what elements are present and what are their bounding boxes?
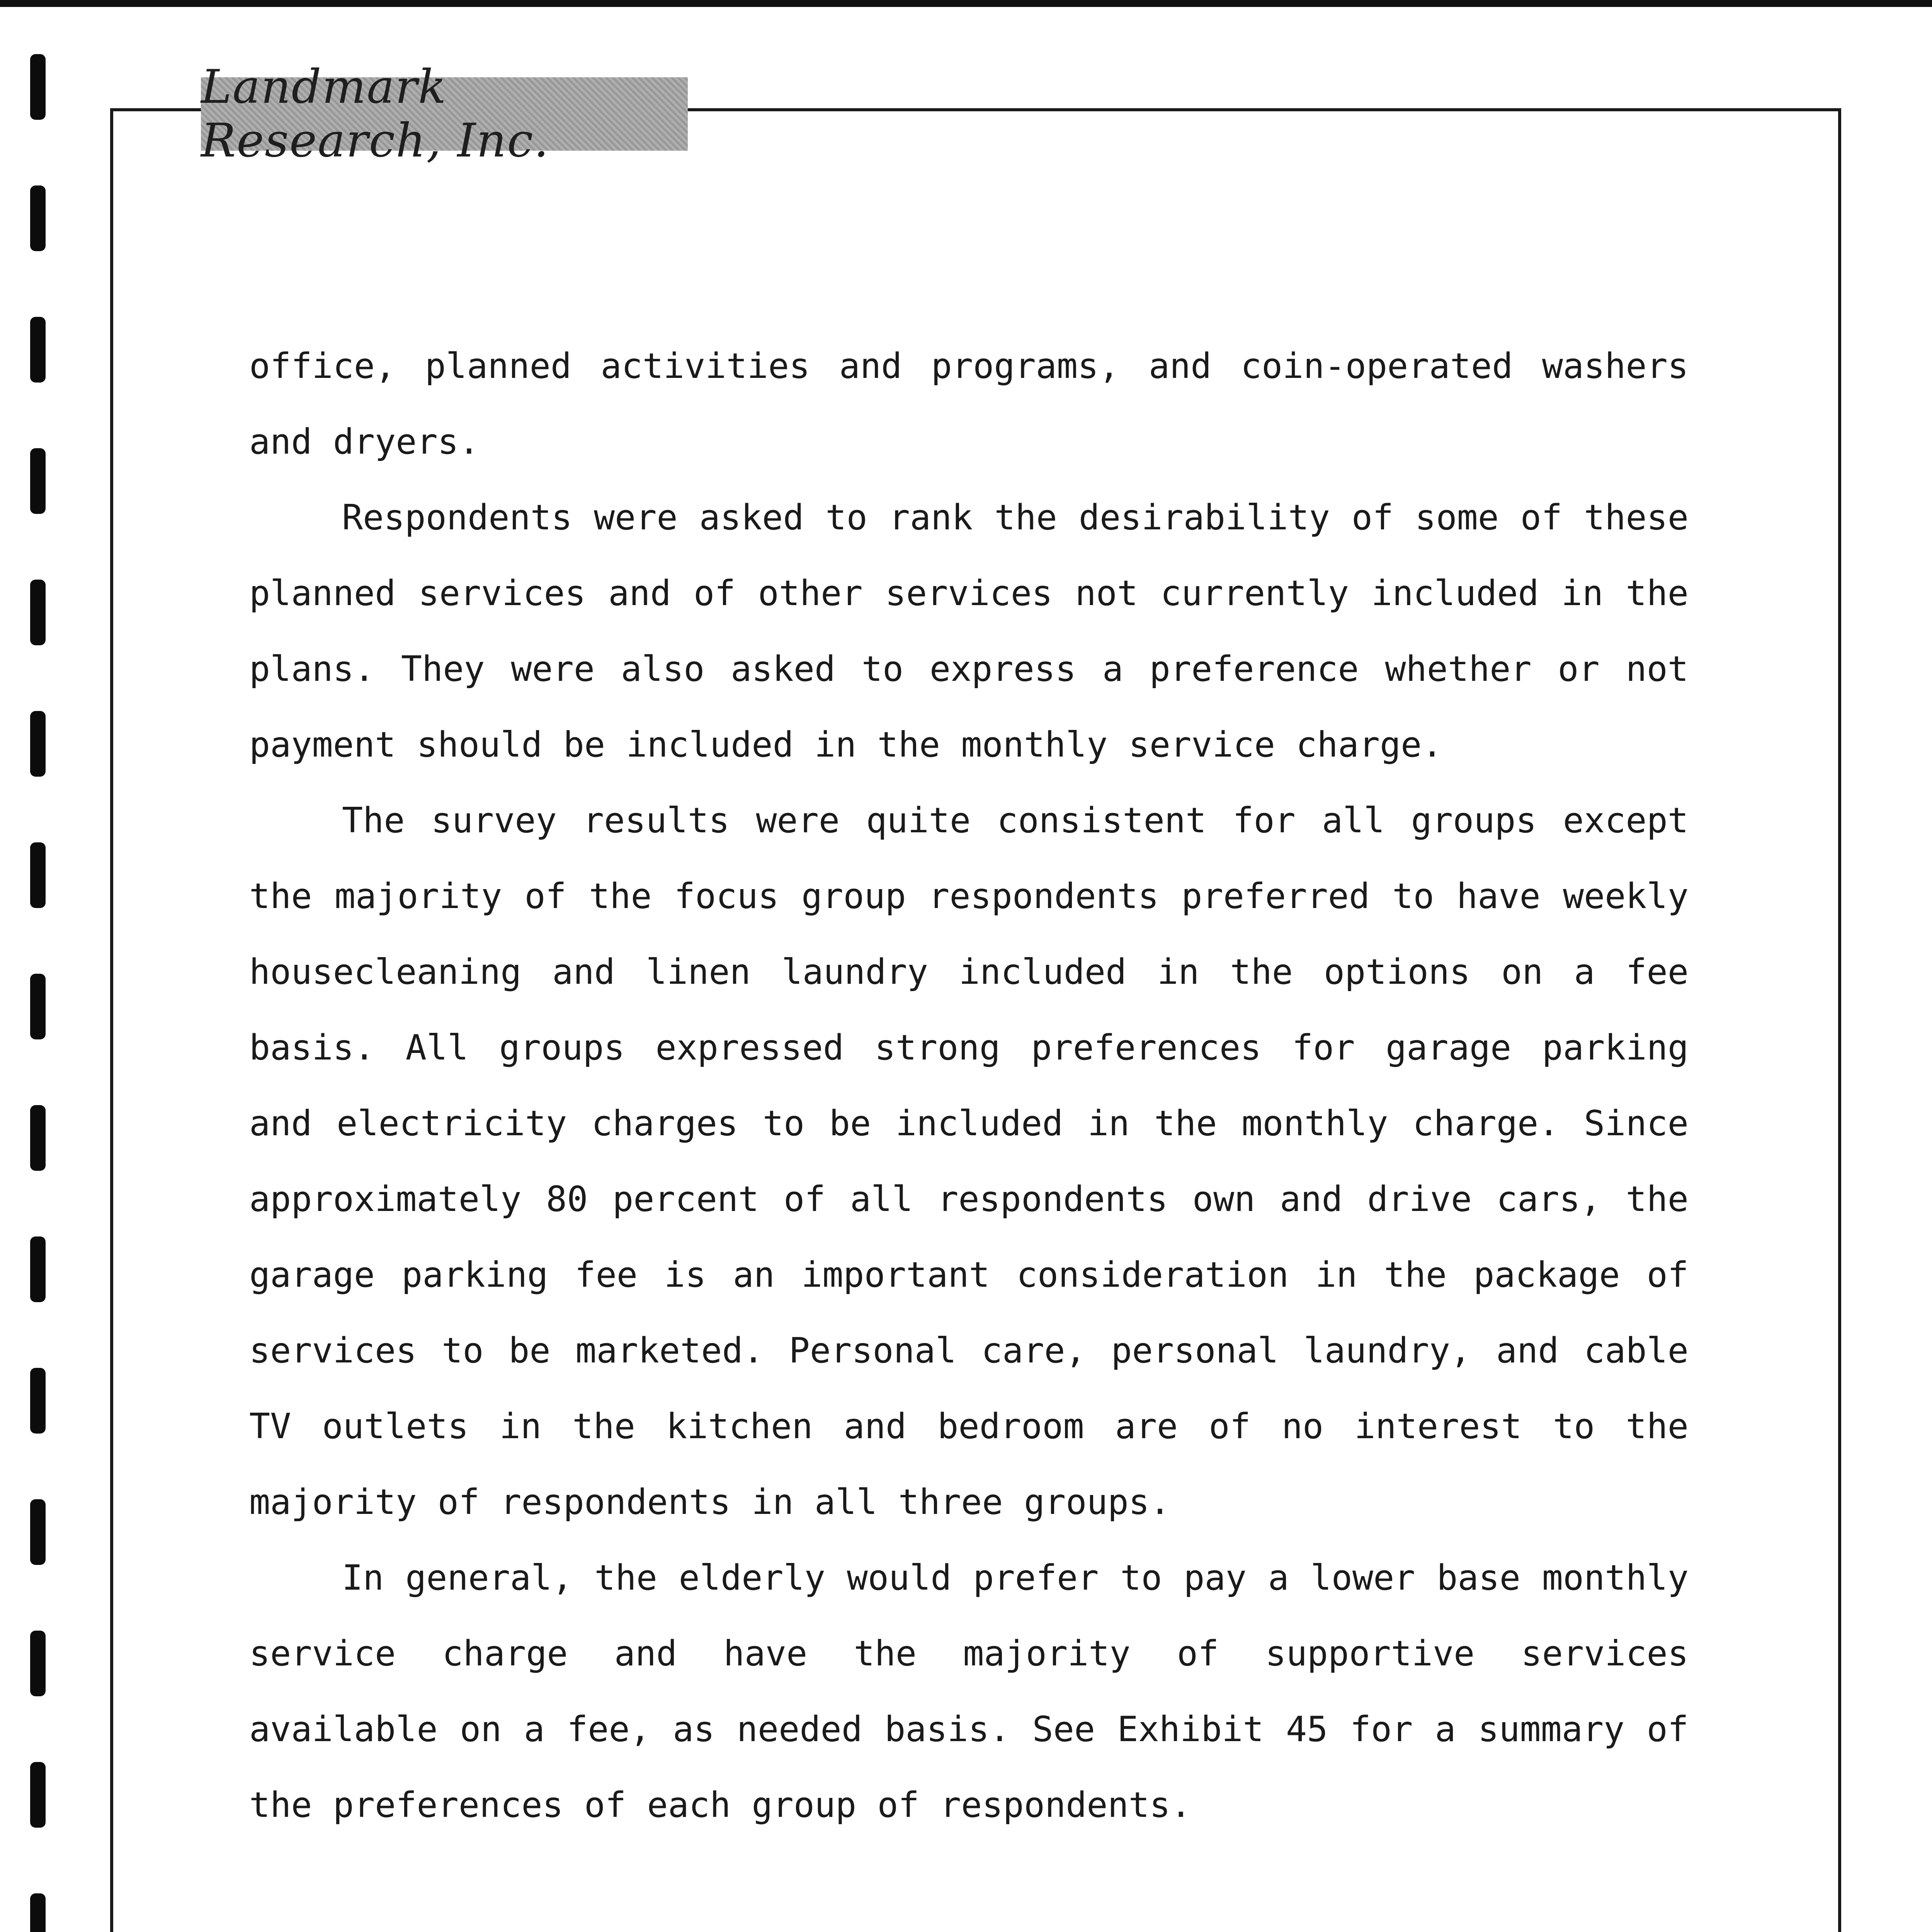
binding-hole — [30, 1762, 46, 1828]
page-top-edge — [0, 0, 1932, 7]
binding-hole — [30, 1631, 46, 1696]
binding-hole — [30, 1236, 46, 1302]
binding-hole — [30, 974, 46, 1039]
binding-hole — [30, 1105, 46, 1171]
paragraph: In general, the elderly would prefer to pay a lower base monthly service charge and have the majority of supportive services available on a fee, as needed basis. See Exhibit 45 for a summary of the preferences of each group of respondents. — [249, 1558, 1689, 1825]
logo-text: Landmark Research, Inc. — [201, 60, 549, 168]
binding-hole — [30, 1499, 46, 1565]
body-text — [249, 328, 1689, 1843]
binding-holes — [23, 54, 54, 1932]
binding-hole — [30, 580, 46, 645]
binding-hole — [30, 1368, 46, 1434]
binding-hole — [30, 185, 46, 251]
paragraph: Respondents were asked to rank the desirability of some of these planned services and of other services not currently included in the plans. They were also asked to express a preference whether or not payment should be included in the monthly service charge. — [249, 497, 1689, 765]
binding-hole — [30, 711, 46, 777]
binding-hole — [30, 317, 46, 383]
binding-hole — [30, 448, 46, 514]
binding-hole — [30, 1893, 46, 1932]
binding-hole — [30, 842, 46, 908]
paragraph: The survey results were quite consistent for all groups except the majority of the focus group respondents preferred to have weekly housecleaning and linen laundry included in the options on a fee basis. All groups expressed strong preferences for garage parking and electricity charges to be included in the monthly charge. Since approximately 80 percent of all respondents own and drive cars, the garage parking fee is an important consideration in the package of services to be marketed. Personal care, personal laundry, and cable TV outlets in the kitchen and bedroom are of no interest to the majority of respondents in all three groups. — [249, 800, 1689, 1522]
company-logo — [201, 60, 688, 168]
paragraph: office, planned activities and programs, and coin-operated washers and dryers. — [249, 346, 1689, 462]
binding-hole — [30, 54, 46, 120]
